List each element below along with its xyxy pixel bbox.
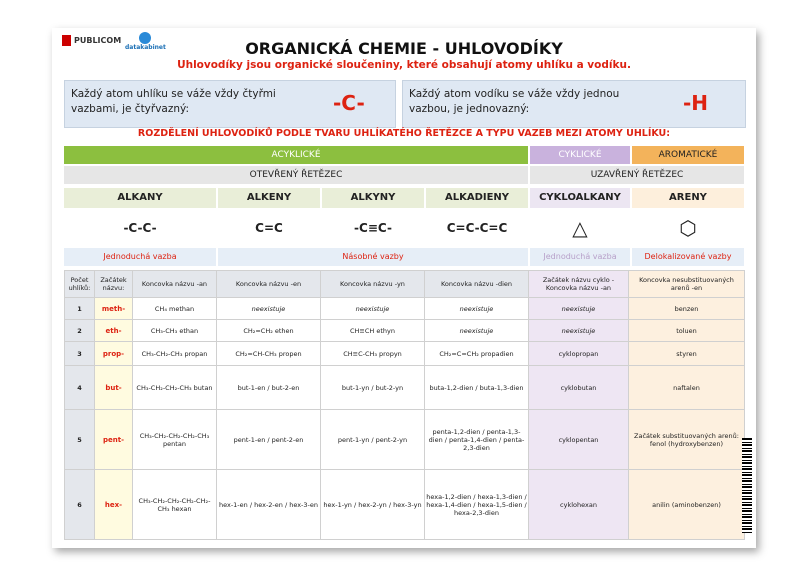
header-count: Počet uhlíků: [65, 271, 95, 298]
bond-multiple: Násobné vazby [218, 248, 528, 266]
cell-aren: styren [629, 342, 745, 366]
bond-single-cyclo: Jednoduchá vazba [530, 248, 630, 266]
cell-alken: but-1-en / but-2-en [217, 366, 321, 410]
hydrogen-info-box [402, 80, 746, 128]
hydrogen-line2: vazbou, je jednovazný: [409, 103, 530, 115]
row-count: 4 [65, 366, 95, 410]
carbon-line1: Každý atom uhlíku se váže vždy čtyřmi [71, 88, 276, 100]
cell-aren: naftalen [629, 366, 745, 410]
header-dien: Koncovka názvu -dien [425, 271, 529, 298]
bond-delocalized: Delokalizované vazby [632, 248, 744, 266]
cell-alken: CH₂=CH₂ ethen [217, 320, 321, 342]
cell-aren: anilin (aminobenzen) [629, 470, 745, 540]
classification-heading: ROZDĚLENÍ UHLOVODÍKŮ PODLE TVARU UHLÍKATÉHO ŘETĚZCE A TYPU VAZEB MEZI ATOMY UHLÍKU: [137, 128, 671, 139]
datakabinet-logo: datakabinet [125, 32, 165, 52]
row-prefix: meth- [95, 298, 133, 320]
barcode [742, 438, 752, 533]
row-prefix: hex- [95, 470, 133, 540]
cell-alken: pent-1-en / pent-2-en [217, 410, 321, 470]
cell-diene: neexistuje [425, 320, 529, 342]
class-alkany: ALKANY [64, 188, 216, 208]
carbon-symbol: -C- [333, 91, 365, 115]
class-cykloalkany: CYKLOALKANY [530, 188, 630, 208]
class-alkeny: ALKENY [218, 188, 320, 208]
page-subtitle: Uhlovodíky jsou organické sloučeniny, které obsahují atomy uhlíku a vodíku. [177, 59, 631, 71]
cell-alken: CH₂=CH-CH₃ propen [217, 342, 321, 366]
cell-alkyn: CH≡CH ethyn [321, 320, 425, 342]
cell-alkan: CH₄ methan [133, 298, 217, 320]
row-count: 6 [65, 470, 95, 540]
row-count: 3 [65, 342, 95, 366]
cell-alkyn: pent-1-yn / pent-2-yn [321, 410, 425, 470]
cell-cyclo: neexistuje [529, 320, 629, 342]
formula-alkyn: -C≡C- [322, 209, 424, 247]
cell-aren: toluen [629, 320, 745, 342]
cell-alkan: CH₃-CH₂-CH₃ propan [133, 342, 217, 366]
class-alkadieny: ALKADIENY [426, 188, 528, 208]
cell-alkyn: CH≡C-CH₃ propyn [321, 342, 425, 366]
cyclic-band: CYKLICKÉ [530, 146, 630, 164]
header-en: Koncovka názvu -en [217, 271, 321, 298]
row-prefix: pent- [95, 410, 133, 470]
hydrogen-symbol: -H [683, 91, 709, 115]
cell-diene: buta-1,2-dien / buta-1,3-dien [425, 366, 529, 410]
formula-alkan: -C-C- [64, 209, 216, 247]
cell-cyclo: neexistuje [529, 298, 629, 320]
table-row [65, 298, 745, 320]
page-title: ORGANICKÁ CHEMIE - UHLOVODÍKY [245, 39, 563, 58]
formula-aren: ⬡ [632, 209, 744, 247]
formula-cykloalkan: △ [530, 209, 630, 247]
class-areny: ARENY [632, 188, 744, 208]
row-count: 5 [65, 410, 95, 470]
cell-cyclo: cyklohexan [529, 470, 629, 540]
cell-diene: neexistuje [425, 298, 529, 320]
open-chain-band: OTEVŘENÝ ŘETĚZEC [64, 166, 528, 184]
header-prefix: Začátek názvu: [95, 271, 133, 298]
table-row [65, 470, 745, 540]
row-prefix: eth- [95, 320, 133, 342]
table-row [65, 366, 745, 410]
row-prefix: prop- [95, 342, 133, 366]
cell-diene: penta-1,2-dien / penta-1,3-dien / penta-1,4-dien / penta-2,3-dien [425, 410, 529, 470]
cell-cyclo: cyklobutan [529, 366, 629, 410]
header-an: Koncovka názvu -an [133, 271, 217, 298]
cell-cyclo: cyklopropan [529, 342, 629, 366]
cell-alkan: CH₃-CH₂-CH₂-CH₃ butan [133, 366, 217, 410]
header-aren: Koncovka nesubstituovaných arenů -en [629, 271, 745, 298]
table-row [65, 342, 745, 366]
cell-alken: neexistuje [217, 298, 321, 320]
aromatic-band: AROMATICKÉ [632, 146, 744, 164]
table-header-row [65, 271, 745, 298]
table-row [65, 410, 745, 470]
carbon-line2: vazbami, je čtyřvazný: [71, 103, 190, 115]
class-alkyny: ALKYNY [322, 188, 424, 208]
row-prefix: but- [95, 366, 133, 410]
closed-chain-band: UZAVŘENÝ ŘETĚZEC [530, 166, 744, 184]
formula-alken: C=C [218, 209, 320, 247]
cell-diene: CH₂=C=CH₂ propadien [425, 342, 529, 366]
cell-alkyn: hex-1-yn / hex-2-yn / hex-3-yn [321, 470, 425, 540]
chart-sheet [52, 28, 756, 548]
row-count: 1 [65, 298, 95, 320]
hydrogen-line1: Každý atom vodíku se váže vždy jednou [409, 88, 620, 100]
header-yn: Koncovka názvu -yn [321, 271, 425, 298]
cell-alkan: CH₃-CH₂-CH₂-CH₂-CH₂-CH₃ hexan [133, 470, 217, 540]
cell-alkyn: neexistuje [321, 298, 425, 320]
nomenclature-table [64, 270, 745, 540]
bond-single: Jednoduchá vazba [64, 248, 216, 266]
cell-aren: Začátek substituovaných arenů: fenol (hydroxybenzen) [629, 410, 745, 470]
formula-alkadien: C=C-C=C [426, 209, 528, 247]
cell-alkan: CH₃-CH₃ ethan [133, 320, 217, 342]
row-count: 2 [65, 320, 95, 342]
cell-alkan: CH₃-CH₂-CH₂-CH₂-CH₃ pentan [133, 410, 217, 470]
publicom-logo: PUBLICOM [62, 35, 121, 46]
acyclic-band: ACYKLICKÉ [64, 146, 528, 164]
cell-aren: benzen [629, 298, 745, 320]
header-cyclo: Začátek názvu cyklo - Koncovka názvu -an [529, 271, 629, 298]
cell-diene: hexa-1,2-dien / hexa-1,3-dien / hexa-1,4-dien / hexa-1,5-dien / hexa-2,3-dien [425, 470, 529, 540]
cell-alken: hex-1-en / hex-2-en / hex-3-en [217, 470, 321, 540]
cell-alkyn: but-1-yn / but-2-yn [321, 366, 425, 410]
table-row [65, 320, 745, 342]
cell-cyclo: cyklopentan [529, 410, 629, 470]
carbon-info-box [64, 80, 396, 128]
